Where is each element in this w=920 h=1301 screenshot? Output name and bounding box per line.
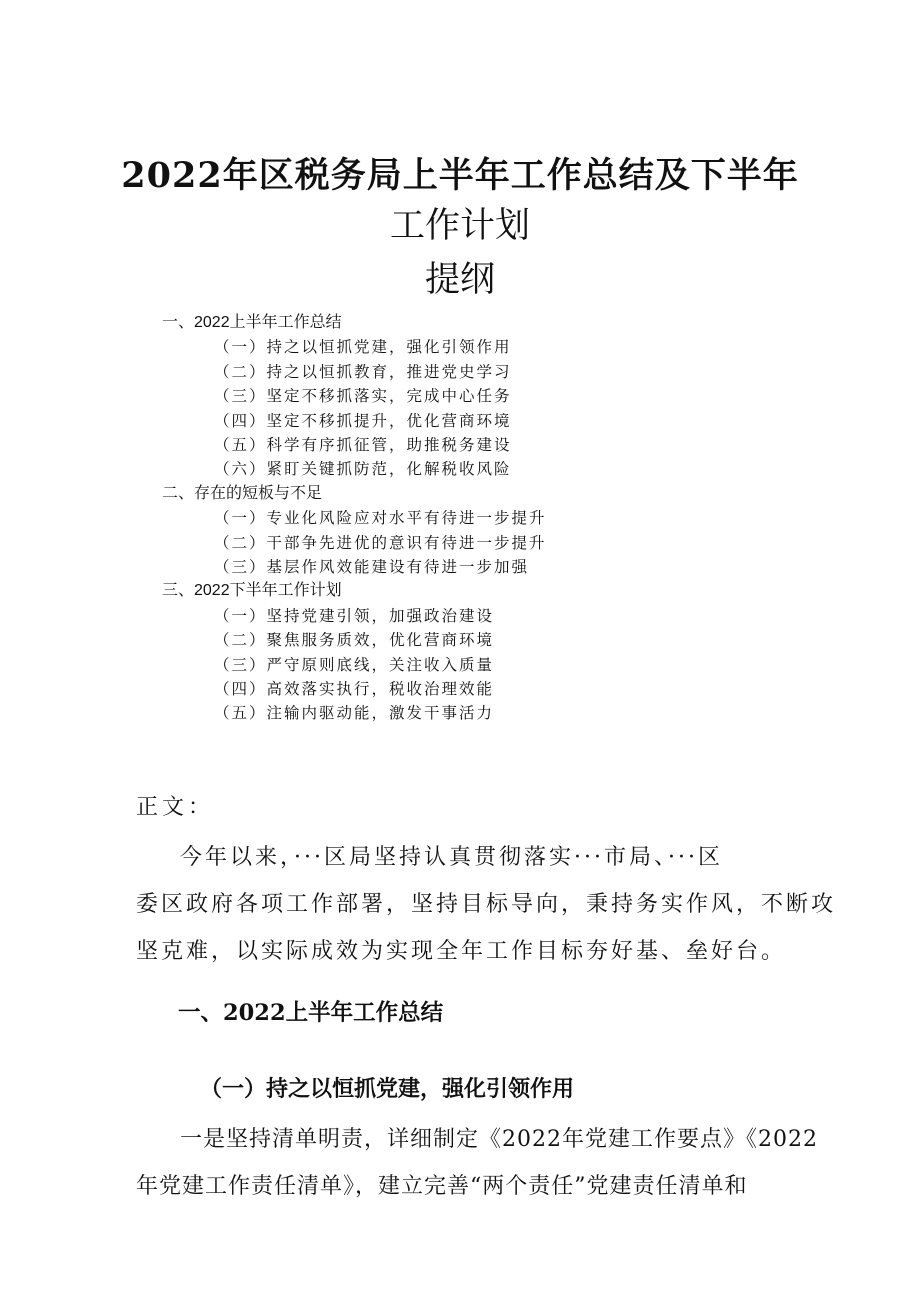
intro-line-text: 今年以来，···区局坚持认真贯彻落实···市局、···区 — [180, 845, 723, 870]
outline-item: （二）聚焦服务质效，优化营商环境 — [214, 631, 495, 650]
body-line: 年党建工作责任清单》，建立完善“两个责任”党建责任清单和 — [136, 1174, 748, 1199]
outline-item: （三）基层作风效能建设有待进一步加强 — [214, 558, 530, 576]
intro-line: 委区政府各项工作部署，坚持目标导向，秉持务实作风，不断攻 — [136, 892, 837, 917]
outline-item: （五）科学有序抓征管，助推税务建设 — [214, 436, 512, 454]
document-title-line-2: 工作计划 — [389, 206, 530, 246]
body-line-text: 一是坚持清单明责，详细制定《2022年党建工作要点》《2022 — [180, 1127, 818, 1152]
body-line — [136, 1116, 818, 1163]
outline-item: （三）坚定不移抓落实，完成中心任务 — [214, 387, 512, 406]
subsection-heading: （一）持之以恒抓党建，强化引领作用 — [200, 1076, 575, 1102]
section-heading: 一、2022上半年工作总结 — [178, 1000, 444, 1026]
document-title-line-1: 2022年区税务局上半年工作总结及下半年 — [121, 155, 799, 196]
outline-item: （二）干部争先进优的意识有待进一步提升 — [214, 533, 547, 552]
outline-item: （一）坚持党建引领，加强政治建设 — [214, 606, 495, 625]
outline-item: （六）紧盯关键抓防范，化解税收风险 — [214, 460, 512, 479]
outline-item: （一）持之以恒抓党建，强化引领作用 — [214, 338, 512, 357]
outline-section: 三、2022下半年工作计划 — [162, 582, 342, 600]
document-subtitle: 提纲 — [424, 260, 495, 300]
intro-line: 坚克难，以实际成效为实现全年工作目标夯好基、垒好台。 — [136, 939, 787, 964]
outline-item: （五）注输内驱动能，激发干事活力 — [214, 704, 495, 723]
outline-section: 一、2022上半年工作总结 — [162, 314, 342, 331]
outline-item: （三）严守原则底线，关注收入质量 — [214, 655, 495, 674]
body-paragraph — [136, 1116, 818, 1210]
outline-item: （二）持之以恒抓教育，推进党史学习 — [214, 362, 512, 381]
body-label: 正文： — [136, 795, 215, 820]
intro-paragraph — [136, 834, 837, 975]
outline-item: （一）专业化风险应对水平有待进一步提升 — [214, 509, 547, 528]
intro-line — [136, 834, 796, 881]
outline-item: （四）高效落实执行，税收治理效能 — [214, 680, 495, 698]
outline-section: 二、存在的短板与不足 — [162, 484, 323, 502]
outline-item: （四）坚定不移抓提升，优化营商环境 — [214, 411, 512, 430]
